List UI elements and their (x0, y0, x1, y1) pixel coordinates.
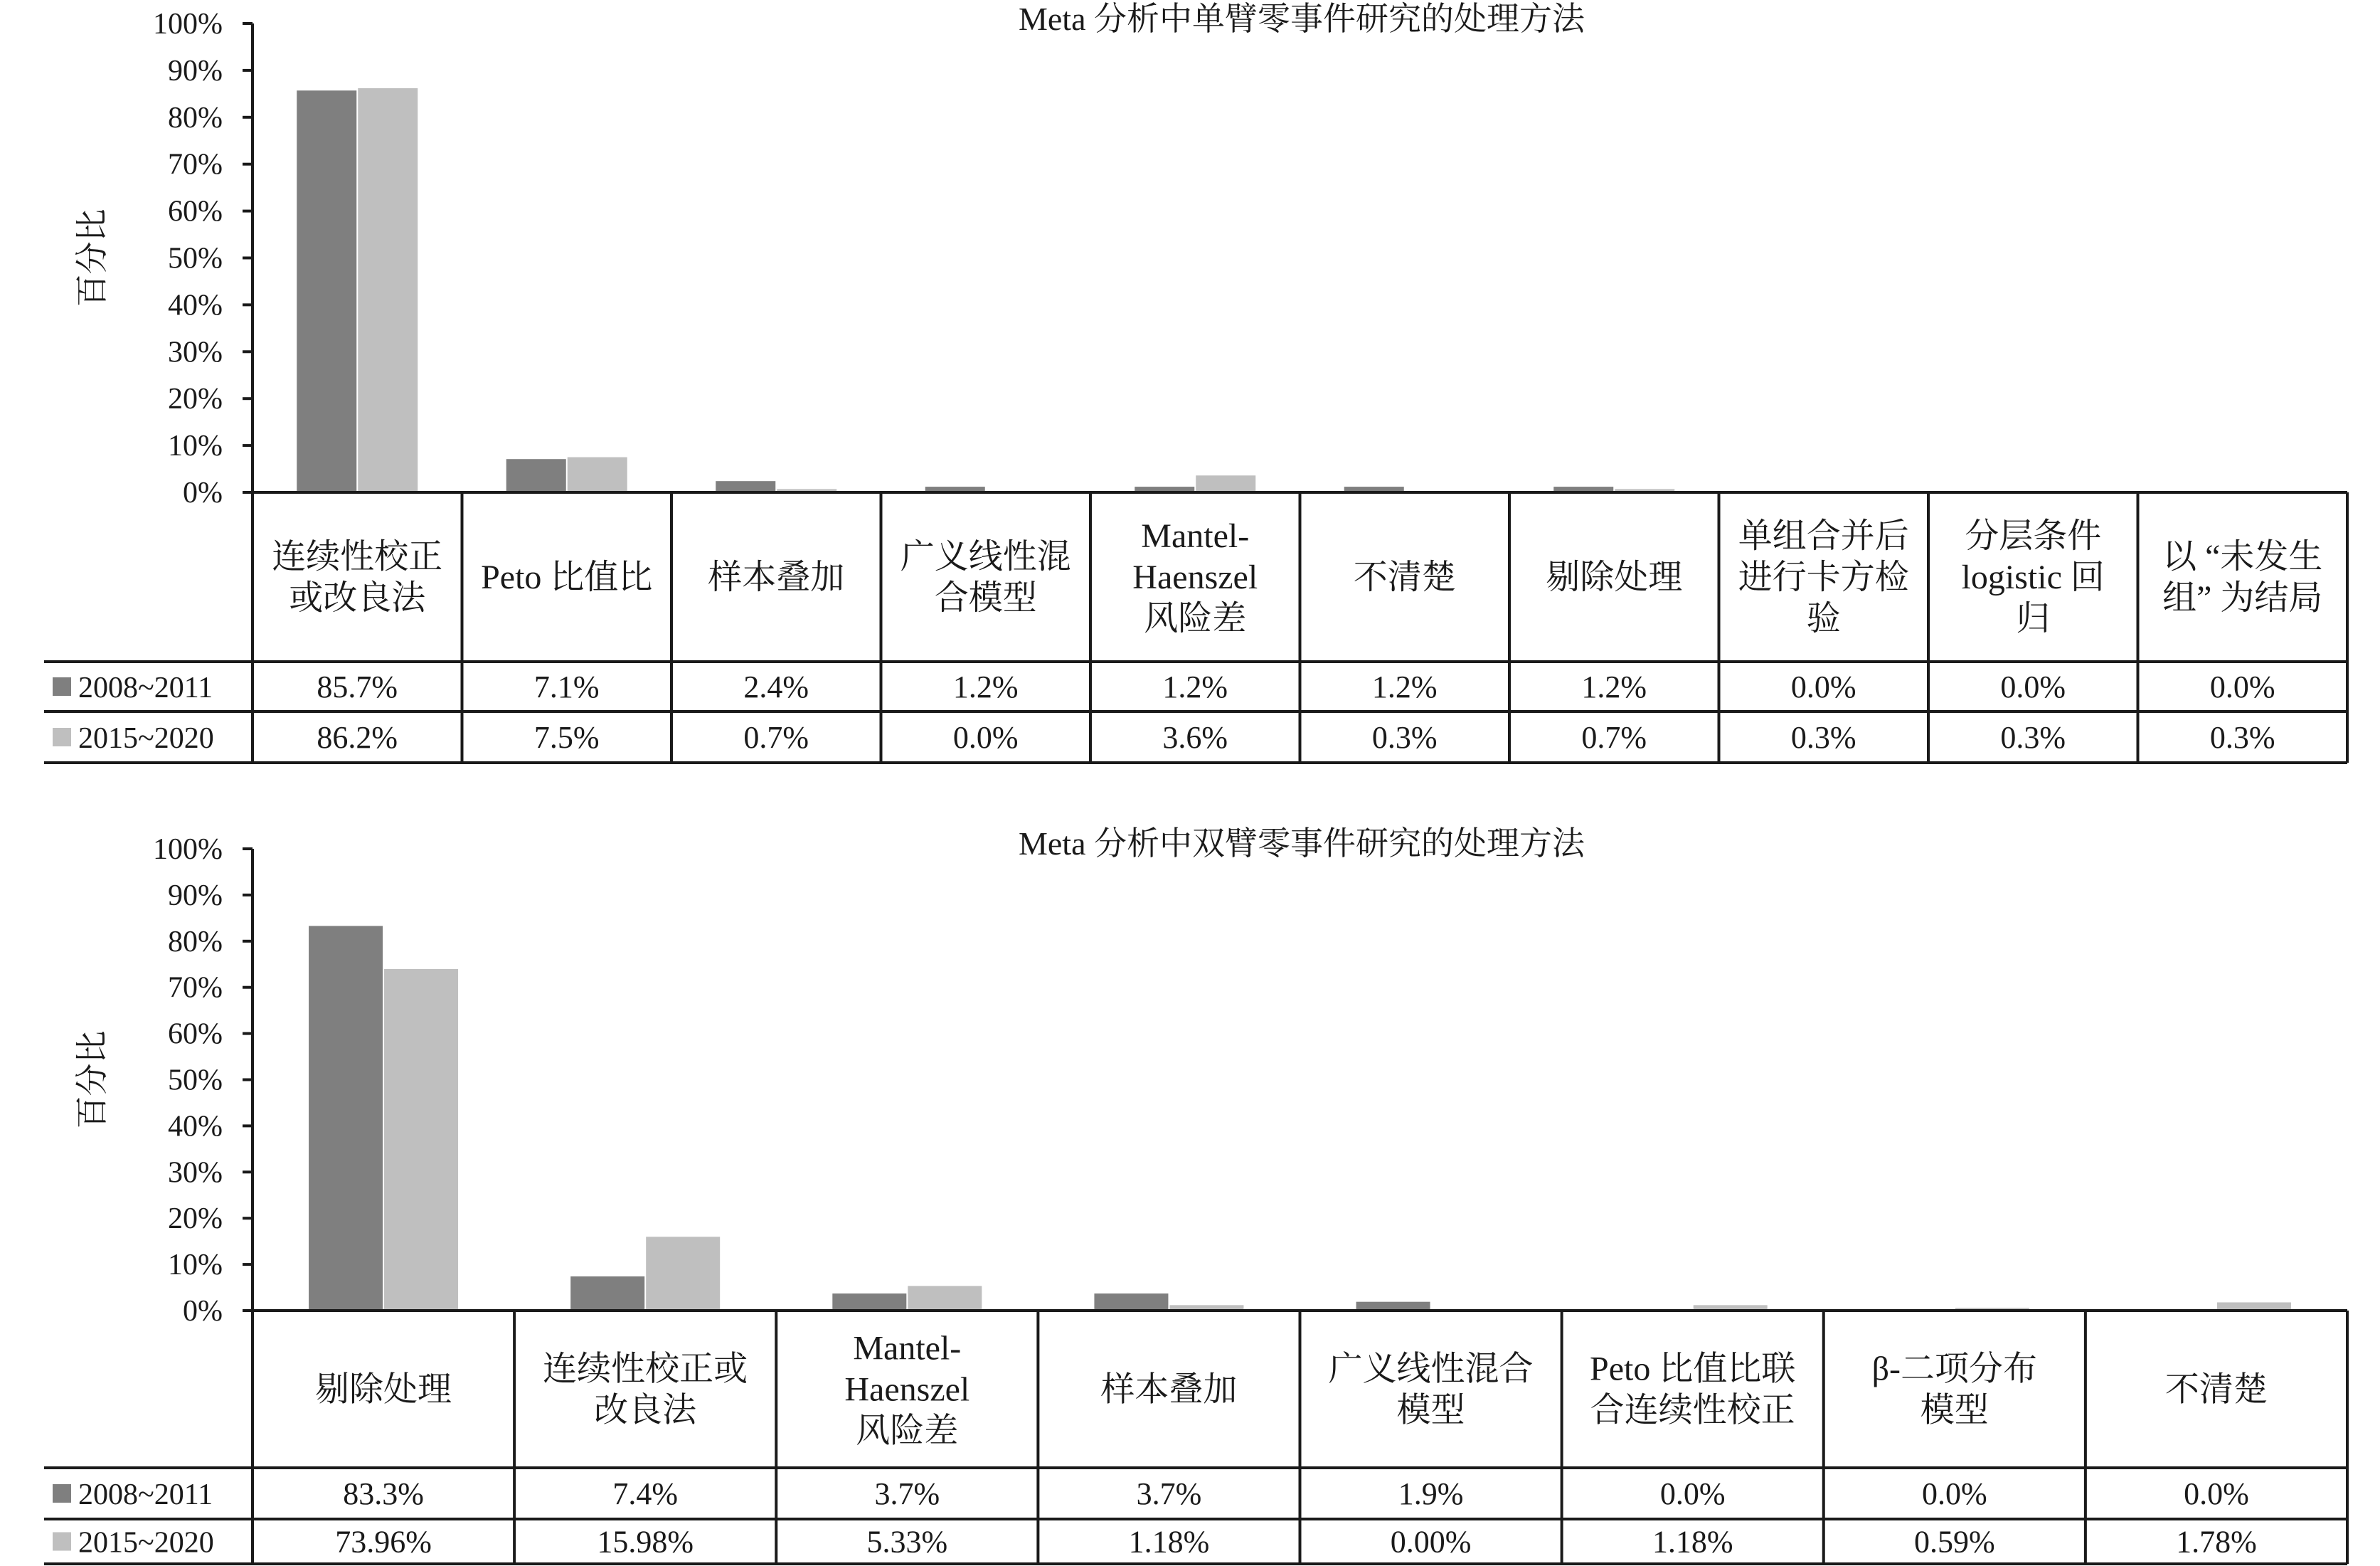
category-label: Peto 比值比联 (1590, 1350, 1796, 1388)
data-label: 1.2% (952, 670, 1019, 704)
y-tick-label: 0% (183, 477, 223, 509)
chart-double-arm (44, 825, 2347, 1564)
bar-2015~2020 (1196, 475, 1255, 492)
bar-2008~2011 (506, 459, 566, 492)
category-label: 风险差 (1144, 600, 1247, 637)
y-tick-label: 10% (168, 430, 223, 463)
y-tick-label: 90% (168, 879, 223, 912)
data-label: 86.2% (317, 720, 398, 755)
data-label: 1.2% (1581, 670, 1647, 704)
y-tick-label: 80% (168, 925, 223, 958)
y-tick-label: 20% (168, 383, 223, 416)
data-label: 0.7% (743, 720, 809, 755)
y-tick-label: 10% (168, 1249, 223, 1282)
category-label: 改良法 (594, 1391, 697, 1429)
data-label: 0.0% (1659, 1476, 1726, 1511)
category-label: 风险差 (856, 1412, 959, 1450)
bar-2008~2011 (570, 1276, 644, 1311)
legend-key (53, 677, 71, 696)
category-label: 广义线性混 (900, 538, 1071, 576)
category-label: 广义线性混合 (1328, 1350, 1534, 1388)
y-tick-label: 70% (168, 971, 223, 1005)
data-label: 0.3% (2209, 720, 2275, 755)
bar-2008~2011 (716, 481, 775, 492)
y-axis-label: 百分比 (74, 208, 110, 307)
legend-label: 2015~2020 (78, 722, 214, 755)
category-label: Haenszel (844, 1370, 970, 1409)
data-label: 1.78% (2176, 1524, 2257, 1560)
y-tick-label: 100% (153, 8, 223, 41)
category-label: 组” 为结局 (2162, 579, 2323, 617)
bar-2015~2020 (384, 969, 458, 1311)
bar-2008~2011 (1094, 1293, 1168, 1311)
category-label: β-二项分布 (1871, 1350, 2038, 1388)
y-tick-label: 20% (168, 1202, 223, 1236)
data-label: 0.0% (1790, 670, 1856, 704)
data-label: 0.59% (1913, 1524, 1995, 1560)
data-label: 0.3% (1790, 720, 1856, 755)
data-label: 0.00% (1390, 1524, 1472, 1560)
category-label: 模型 (1396, 1391, 1465, 1429)
y-tick-label: 60% (168, 1017, 223, 1051)
y-tick-label: 30% (168, 336, 223, 369)
y-tick-label: 40% (168, 289, 223, 322)
y-tick-label: 50% (168, 1064, 223, 1097)
data-label: 0.0% (2184, 1476, 2249, 1511)
data-label: 2.4% (743, 670, 809, 704)
y-tick-label: 0% (183, 1295, 223, 1328)
category-label: 分层条件 (1965, 517, 2102, 555)
y-tick-label: 30% (168, 1156, 223, 1190)
legend-label: 2008~2011 (78, 1478, 213, 1511)
legend-key (53, 728, 71, 746)
category-label: 样本叠加 (1100, 1370, 1238, 1409)
data-label: 1.2% (1371, 670, 1438, 704)
y-tick-label: 50% (168, 242, 223, 275)
legend-label: 2015~2020 (78, 1526, 214, 1560)
data-label: 0.0% (1921, 1476, 1987, 1511)
category-label: Peto 比值比 (481, 559, 653, 596)
bar-2008~2011 (297, 90, 356, 492)
category-label: 合连续性校正 (1590, 1391, 1795, 1429)
data-label: 7.1% (533, 670, 600, 704)
data-label: 3.7% (874, 1476, 940, 1511)
data-label: 0.7% (1581, 720, 1647, 755)
bar-2015~2020 (646, 1237, 720, 1311)
data-label: 0.3% (2000, 720, 2066, 755)
data-label: 0.0% (952, 720, 1019, 755)
data-label: 7.4% (612, 1476, 679, 1511)
category-label: 模型 (1920, 1391, 1989, 1429)
bar-2015~2020 (358, 88, 418, 492)
category-label: Haenszel (1132, 559, 1258, 596)
category-label: 连续性校正或 (543, 1350, 748, 1388)
data-label: 15.98% (597, 1524, 694, 1560)
category-label: 归 (2016, 600, 2051, 637)
data-label: 0.3% (1371, 720, 1438, 755)
legend-key (53, 1484, 71, 1503)
data-label: 1.9% (1398, 1476, 1464, 1511)
chart-title: Meta 分析中单臂零事件研究的处理方法 (1018, 1, 1585, 37)
category-label: 不清楚 (1353, 559, 1456, 596)
legend-key (53, 1533, 71, 1551)
category-label: logistic 回 (1961, 559, 2105, 596)
category-label: 剔除处理 (315, 1370, 452, 1409)
category-label: 样本叠加 (708, 559, 845, 596)
category-label: 剔除处理 (1546, 559, 1683, 596)
chart-single-arm (44, 1, 2347, 763)
data-label: 1.2% (1162, 670, 1228, 704)
y-tick-label: 90% (168, 54, 223, 88)
data-label: 3.6% (1162, 720, 1228, 755)
bar-2008~2011 (309, 926, 383, 1311)
y-tick-label: 70% (168, 148, 223, 181)
data-label: 0.0% (2000, 670, 2066, 704)
category-label: 合模型 (934, 579, 1037, 617)
bar-2015~2020 (908, 1286, 982, 1311)
data-label: 5.33% (866, 1524, 948, 1560)
category-label: 以 “未发生 (2162, 538, 2323, 576)
data-label: 7.5% (533, 720, 600, 755)
data-label: 85.7% (317, 670, 398, 704)
category-label: Mantel- (1141, 517, 1250, 555)
data-label: 73.96% (335, 1524, 432, 1560)
category-label: 不清楚 (2164, 1370, 2268, 1409)
category-label: 验 (1806, 600, 1841, 637)
legend-label: 2008~2011 (78, 672, 213, 704)
data-label: 3.7% (1136, 1476, 1202, 1511)
data-label: 83.3% (343, 1476, 424, 1511)
y-axis-label: 百分比 (74, 1030, 110, 1129)
category-label: Mantel- (853, 1329, 962, 1367)
y-tick-label: 60% (168, 195, 223, 228)
data-label: 0.0% (2209, 670, 2275, 704)
bar-2008~2011 (832, 1293, 906, 1311)
category-label: 连续性校正 (272, 538, 443, 576)
data-label: 1.18% (1128, 1524, 1210, 1560)
y-tick-label: 40% (168, 1110, 223, 1143)
y-tick-label: 100% (153, 833, 223, 866)
data-label: 1.18% (1652, 1524, 1733, 1560)
category-label: 进行卡方检 (1738, 559, 1909, 596)
category-label: 或改良法 (289, 579, 426, 617)
y-tick-label: 80% (168, 101, 223, 134)
bar-2015~2020 (568, 457, 627, 492)
chart-title: Meta 分析中双臂零事件研究的处理方法 (1018, 825, 1585, 862)
category-label: 单组合并后 (1738, 517, 1909, 555)
